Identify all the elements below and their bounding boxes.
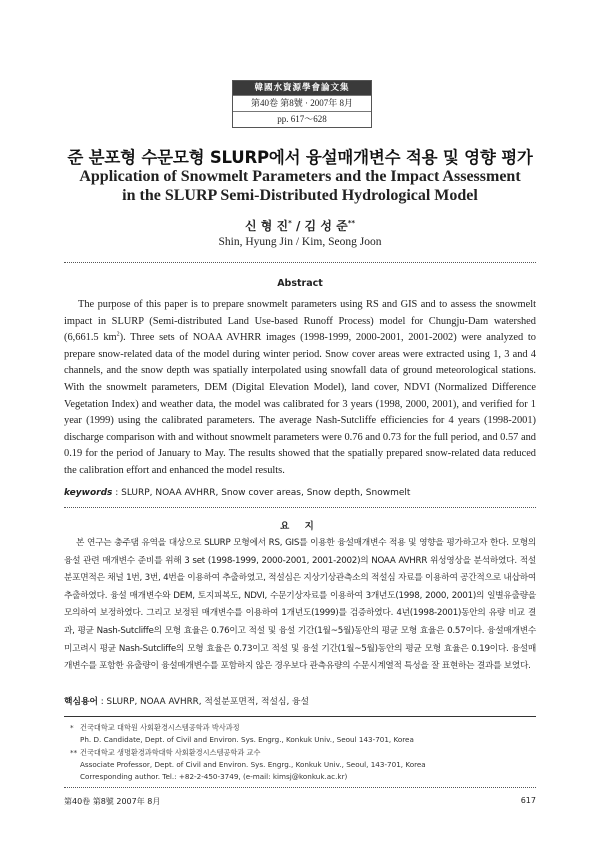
keywords-korean-line (64, 694, 536, 707)
footnote-2-affiliation-en: Associate Professor, Dept. of Civil and Environ. Sys. Engrg., Konkuk Univ., Seoul, 143-701, Korea (80, 760, 426, 770)
divider-solid (64, 716, 536, 717)
summary-body: 본 연구는 충주댐 유역을 대상으로 SLURP 모형에서 RS, GIS를 이용한 융설매개변수 적용 및 영향을 평가하고자 한다. 모형의 융설 관련 매개변수 준비를 위해 3 set (1998-1999, 2000-2001, 2001-2002)의 NOAA AVHRR 위성영상을 분석하였다. 적설분포면적은 채널 1번, 3번, 4번을 이용하여 추출하였고, 적설심은 지상기상관측소의 적설심 자료를 이용하여 공간적으로 내삽하여 추출하였다. 융설 매개변수와 DEM, 토지피복도, NDVI, 수문기상자료를 이용하여 3개년도(1998, 2000, 2001)의 일별유출량을 모의하여 보정하였다. 그리고 보정된 매개변수를 이용하여 1개년도(1999)를 검증하였다. 4년(1998-2001)동안의 유량 비교 결과, 평균 Nash-Sutcliffe의 모형 효율은 0.76이고 적설 및 융설 기간(1월~5월)동안의 평균 모형 효율은 0.57이다. 융설매개변수 미고려시 평균 Nash-Sutcliffe의 모형 효율은 0.73이고 적설 및 융설 기간(1월~5월)동안의 평균 모형 효율은 0.19이다. 융설매개변수를 포함한 유출량이 융설매개변수를 포함하지 않은 경우보다 관측유량의 수문시계열적 특성을 잘 표현하는 결과를 보였다. (64, 538, 536, 672)
footnote-2-mark: ** (70, 748, 78, 757)
title-english-line1: Application of Snowmelt Parameters and the Impact Assessment (79, 168, 521, 185)
abstract-text-part1: The purpose of this paper is to prepare snowmelt parameters using RS and GIS and to assess the snowmelt impact in SLURP (Semi-distributed Land Use-based Runoff Process) model for Chungju-Dam watershed (6,661.5 km (64, 299, 536, 344)
keywords-line (64, 488, 536, 498)
author2-name: 김 성 준 (304, 219, 348, 233)
title-korean: 준 분포형 수문모형 SLURP에서 융설매개변수 적용 및 영향 평가 (67, 148, 533, 167)
abstract-text-part2: ). Three sets of NOAA AVHRR images (1998-1999, 2000-2001, 2001-2002) were analyzed to prepare snow-related data of the model during winter period. Snow cover areas were extracted using 1, 3 and 4 channels, and the snow depth was spatially interpolated using snowfall data of ground meteorological stations. With the snowmelt parameters, DEM (Digital Elevation Model), land cover, NDVI (Normalized Difference Vegetation Index) and weather data, the model was calibrated for 3 years (1998, 2000, 2001), and verified for 1 year (1999) using the calibrated parameters. The average Nash-Sutcliffe efficiencies for 4 years (1998-2001) discharge comparison with and without snowmelt parameters were 0.76 and 0.73 for the full period, and 0.57 and 0.19 for the period of January to May. The results showed that the spatially prepared snow-related data reduced the calibration effort and enhanced the model results. (64, 332, 536, 476)
divider-dotted-top (64, 262, 536, 263)
author2-mark: ** (347, 219, 356, 227)
divider-dotted-middle (64, 507, 536, 508)
footnote-2-contact: Corresponding author. Tel.: +82-2-450-3749, (e-mail: kimsj@konkuk.ac.kr) (80, 772, 348, 782)
author-separator: / (291, 219, 305, 233)
footnote-1-affiliation-kr: 건국대학교 대학원 사회환경시스템공학과 박사과정 (80, 723, 240, 732)
keywords-korean-label: 핵심용어 (64, 697, 98, 707)
footnote-1-affiliation-en: Ph. D. Candidate, Dept. of Civil and Environ. Sys. Engrg., Konkuk Univ., Seoul 143-701, Korea (80, 735, 414, 745)
keywords-text: : SLURP, NOAA AVHRR, Snow cover areas, Snow depth, Snowmelt (112, 488, 411, 498)
footnote-2-affiliation-kr: 건국대학교 생명환경과학대학 사회환경시스템공학과 교수 (80, 748, 261, 757)
journal-name: 韓國水資源學會論文集 (233, 81, 371, 95)
journal-info-box (232, 80, 372, 128)
summary-heading: 요 지 (280, 521, 320, 532)
journal-pages: pp. 617～628 (233, 111, 371, 127)
authors-korean (0, 217, 600, 234)
abstract-superscript: 2 (116, 331, 120, 338)
author1-mark: * (288, 219, 292, 227)
divider-dotted-footer (64, 787, 536, 788)
footnote-1-mark: * (70, 723, 74, 732)
keywords-korean-text: : SLURP, NOAA AVHRR, 적설분포면적, 적설심, 융설 (98, 697, 310, 707)
footnote-2 (70, 747, 536, 784)
footnote-1 (70, 722, 536, 746)
journal-volume: 第40卷 第8號 · 2007年 8月 (233, 95, 371, 111)
abstract-heading: Abstract (277, 278, 323, 289)
keywords-label: keywords (64, 488, 113, 498)
authors-english: Shin, Hyung Jin / Kim, Seong Joon (218, 236, 382, 248)
author1-name: 신 형 진 (244, 219, 289, 233)
footer-volume: 第40卷 第8號 2007年 8月 (64, 797, 161, 806)
page-number: 617 (520, 796, 536, 805)
abstract-body (64, 297, 536, 480)
title-english-line2: in the SLURP Semi-Distributed Hydrological Model (122, 187, 478, 204)
